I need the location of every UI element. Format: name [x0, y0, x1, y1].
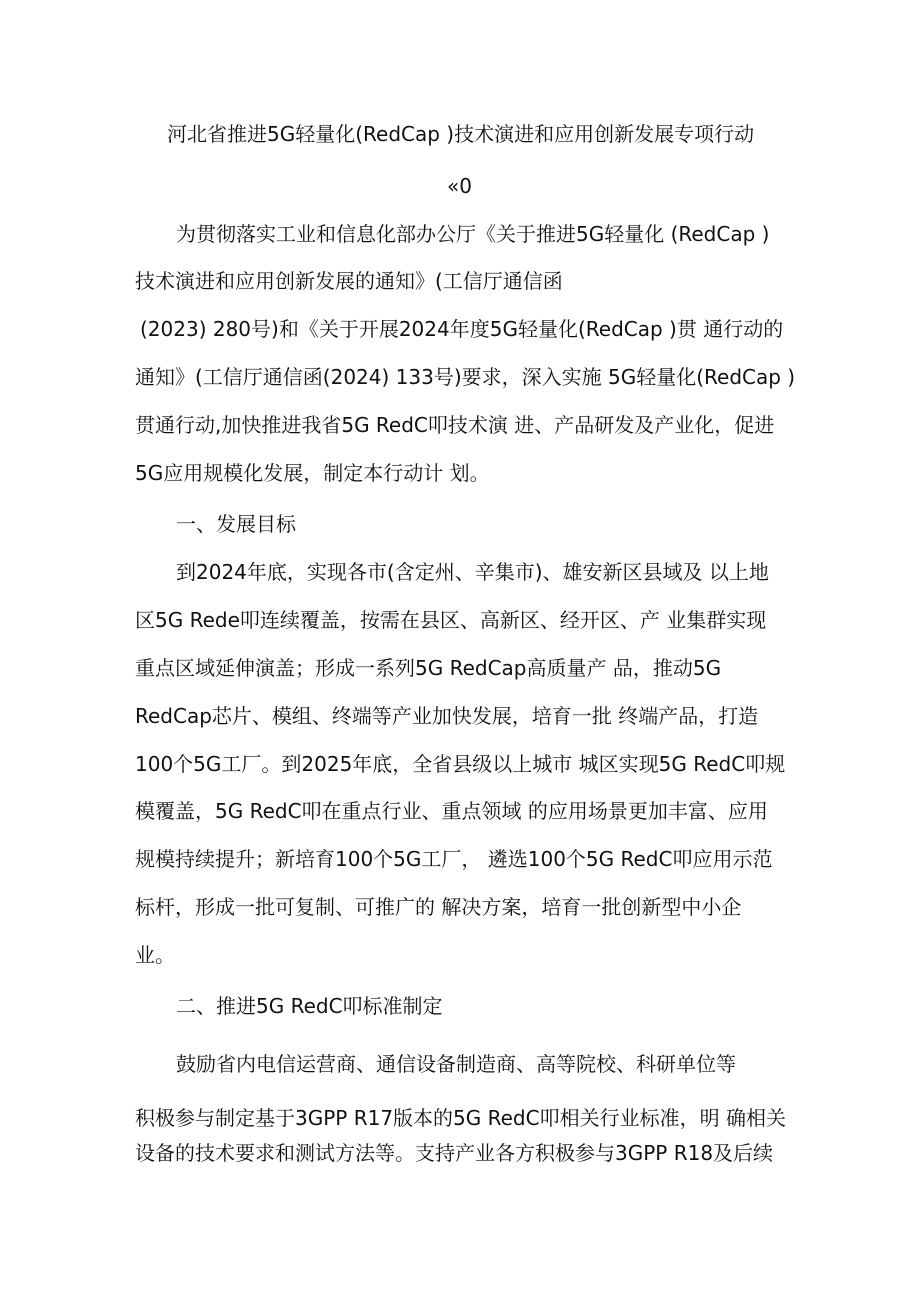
- intro-line: 5G应用规模化发展，制定本行动计 划。: [135, 461, 490, 485]
- intro-line: 贯通行动,加快推进我省5G RedC叩技术演 进、产品研发及产业化，促进: [135, 413, 775, 437]
- intro-line: 通知》(工信厅通信函(2024) 133号)要求，深入实施 5G轻量化(RedCap ): [135, 365, 796, 389]
- section1-line: 规模持续提升；新培育100个5G工厂， 遴选100个5G RedC叩应用示范: [135, 847, 773, 871]
- section1-line: 模覆盖，5G RedC叩在重点行业、重点领域 的应用场景更加丰富、应用: [135, 799, 768, 823]
- section1-line: 区5G Rede叩连续覆盖，按需在县区、高新区、经开区、产 业集群实现: [135, 608, 767, 632]
- section2-line: 鼓励省内电信运营商、通信设备制造商、高等院校、科研单位等: [176, 1052, 736, 1076]
- section1-line: 到2024年底，实现各市(含定州、辛集市)、雄安新区县域及 以上地: [176, 560, 769, 584]
- section1-line: 100个5G工厂。到2025年底，全省县级以上城市 城区实现5G RedC叩规: [135, 752, 786, 776]
- intro-line: (2023) 280号)和《关于开展2024年度5G轻量化(RedCap )贯 通行动的: [140, 317, 784, 341]
- section-heading: 二、推进5G RedC叩标准制定: [176, 994, 443, 1018]
- document-title-suffix: «0: [447, 174, 472, 198]
- section2-line: 设备的技术要求和测试方法等。支持产业各方积极参与3GPP R18及后续: [135, 1141, 774, 1165]
- section-heading: 一、发展目标: [176, 512, 296, 536]
- section2-line: 积极参与制定基于3GPP R17版本的5G RedC叩相关行业标准，明 确相关: [135, 1106, 786, 1130]
- intro-line: 为贯彻落实工业和信息化部办公厅《关于推进5G轻量化 (RedCap ): [176, 222, 770, 246]
- document-title: 河北省推进5G轻量化(RedCap )技术演进和应用创新发展专项行动: [167, 122, 755, 146]
- intro-line: 技术演进和应用创新发展的通知》(工信厅通信函: [135, 269, 563, 293]
- section1-line: RedCap芯片、模组、终端等产业加快发展，培育一批 终端产品，打造: [135, 704, 759, 728]
- section1-line: 重点区域延伸演盖；形成一系列5G RedCap高质量产 品，推动5G: [135, 656, 722, 680]
- section1-line: 业。: [135, 943, 175, 967]
- section1-line: 标杆，形成一批可复制、可推广的 解决方案，培育一批创新型中小企: [135, 895, 742, 919]
